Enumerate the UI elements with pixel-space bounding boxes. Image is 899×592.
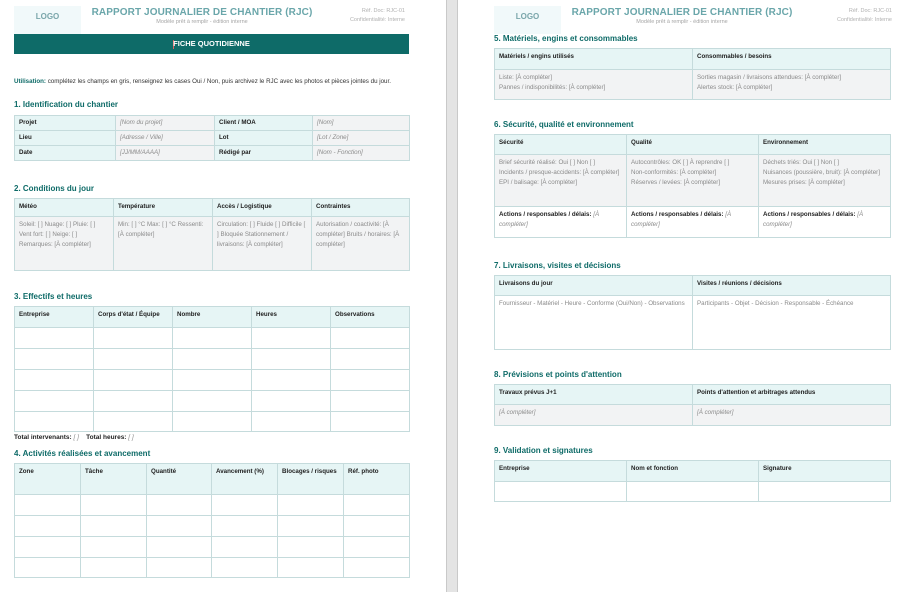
section-title-effectifs: 3. Effectifs et heures [14, 292, 93, 301]
table-row [495, 405, 891, 426]
workforce-totals: Total intervenants: [ ] Total heures: [ ] [14, 434, 134, 441]
total-intervenants-field[interactable]: [ ] [73, 434, 79, 441]
empty-cell[interactable] [173, 349, 252, 370]
table-header-row [495, 385, 891, 405]
empty-cell[interactable] [331, 349, 410, 370]
name-function-field[interactable] [627, 482, 759, 502]
table-row [15, 516, 410, 537]
table-header-row [495, 49, 891, 70]
empty-cell[interactable] [81, 537, 147, 558]
column-header: Visites / réunions / décisions [693, 276, 891, 296]
table-header-row [15, 464, 410, 495]
empty-cell[interactable] [173, 412, 252, 432]
table-row [495, 482, 891, 502]
table-row [15, 328, 410, 349]
table-header-row [15, 307, 410, 328]
column-header: Zone [15, 464, 81, 495]
empty-cell[interactable] [15, 495, 81, 516]
column-header: Blocages / risques [278, 464, 344, 495]
page-header [14, 4, 409, 34]
empty-cell[interactable] [252, 349, 331, 370]
safety-cell[interactable]: Brief sécurité réalisé: Oui [ ] Non [ ] Incidents / presque-accidents: [À compléter] EPI / balisage: [À compléter] [495, 155, 627, 207]
document-subtitle: Modèle prêt à remplir - édition interne [636, 19, 728, 25]
company-signature-field[interactable] [495, 482, 627, 502]
signature-field[interactable] [759, 482, 891, 502]
empty-cell[interactable] [15, 412, 94, 432]
constraints-cell[interactable]: Autorisation / coactivité: [À compléter] Bruits / horaires: [À compléter] [312, 217, 410, 271]
lot-field[interactable]: [Lot / Zone] [313, 131, 410, 146]
section-title-activites: 4. Activités réalisées et avancement [14, 449, 151, 458]
empty-cell[interactable] [331, 391, 410, 412]
empty-cell[interactable] [212, 516, 278, 537]
empty-cell[interactable] [15, 328, 94, 349]
banner-fiche-quotidienne[interactable]: FICHE QUOTIDIENNE [14, 34, 409, 54]
column-header: Entreprise [15, 307, 94, 328]
column-header: Nombre [173, 307, 252, 328]
table-row [15, 412, 410, 432]
column-header: Consommables / besoins [693, 49, 891, 70]
section-title-validation: 9. Validation et signatures [494, 446, 593, 455]
doc-reference: Réf. Doc: RJC-01 [361, 8, 405, 14]
column-header: Corps d'état / Équipe [94, 307, 173, 328]
client-field[interactable]: [Nom] [313, 116, 410, 131]
label-cell: Lot [215, 131, 313, 146]
empty-cell[interactable] [278, 558, 344, 578]
column-header: Observations [331, 307, 410, 328]
empty-cell[interactable] [252, 328, 331, 349]
empty-cell[interactable] [278, 495, 344, 516]
column-header: Tâche [81, 464, 147, 495]
doc-confidentiality: Confidentialité: Interne [349, 17, 405, 23]
empty-cell[interactable] [212, 558, 278, 578]
column-header: Quantité [147, 464, 212, 495]
empty-cell[interactable] [278, 537, 344, 558]
empty-cell[interactable] [15, 391, 94, 412]
visits-cell[interactable]: Participants - Objet - Décision - Responsable - Échéance [693, 296, 891, 350]
empty-cell[interactable] [252, 391, 331, 412]
empty-cell[interactable] [94, 370, 173, 391]
empty-cell[interactable] [15, 349, 94, 370]
safety-quality-env-table [494, 134, 891, 238]
empty-cell[interactable] [331, 370, 410, 391]
column-header: Heures [252, 307, 331, 328]
table-row [15, 495, 410, 516]
environment-cell[interactable]: Déchets triés: Oui [ ] Non [ ] Nuisances (poussière, bruit): [À compléter] Mesures prises: [À compléter] [759, 155, 891, 207]
equipment-table [494, 48, 891, 100]
deliveries-cell[interactable]: Fournisseur - Matériel - Heure - Conforme (Oui/Non) - Observations [495, 296, 693, 350]
column-header: Qualité [627, 135, 759, 155]
temperature-cell[interactable]: Min: [ ] °C Max: [ ] °C Ressenti: [À compléter] [114, 217, 213, 271]
document-title: RAPPORT JOURNALIER DE CHANTIER (RJC) [571, 7, 793, 18]
section-title-materiels: 5. Matériels, engins et consommables [494, 34, 638, 43]
empty-cell[interactable] [94, 349, 173, 370]
label-cell: Projet [15, 116, 116, 131]
label-cell: Date [15, 146, 116, 161]
empty-cell[interactable] [173, 328, 252, 349]
empty-cell[interactable] [331, 412, 410, 432]
empty-cell[interactable] [15, 370, 94, 391]
empty-cell[interactable] [173, 391, 252, 412]
empty-cell[interactable] [252, 412, 331, 432]
activities-table [14, 463, 410, 578]
identification-table [14, 115, 410, 161]
doc-reference: Réf. Doc: RJC-01 [848, 8, 892, 14]
access-cell[interactable]: Circulation: [ ] Fluide [ ] Difficile [ ] Bloquée Stationnement / livraisons: [À compléter] [213, 217, 312, 271]
empty-cell[interactable] [212, 537, 278, 558]
empty-cell[interactable] [147, 537, 212, 558]
column-header: Environnement [759, 135, 891, 155]
empty-cell[interactable] [81, 516, 147, 537]
empty-cell[interactable] [147, 495, 212, 516]
logo-placeholder: LOGO [494, 6, 561, 34]
page-gutter [446, 0, 458, 592]
project-name-field[interactable]: [Nom du projet] [116, 116, 215, 131]
table-header-row [15, 199, 410, 217]
empty-cell[interactable] [15, 516, 81, 537]
section-title-conditions: 2. Conditions du jour [14, 184, 94, 193]
column-header: Température [114, 199, 213, 217]
attention-points-field[interactable]: [À compléter] [693, 405, 891, 426]
column-header: Sécurité [495, 135, 627, 155]
table-header-row [495, 135, 891, 155]
empty-cell[interactable] [147, 558, 212, 578]
column-header: Accès / Logistique [213, 199, 312, 217]
table-row [15, 537, 410, 558]
date-field[interactable]: [JJ/MM/AAAA] [116, 146, 215, 161]
empty-cell[interactable] [94, 412, 173, 432]
empty-cell[interactable] [344, 537, 410, 558]
equipment-cell[interactable]: Liste: [À compléter] Pannes / indisponibilités: [À compléter] [495, 70, 693, 100]
table-row [15, 558, 410, 578]
quality-actions-cell[interactable]: Actions / responsables / délais: [À compléter] [627, 207, 759, 238]
table-row [15, 116, 410, 131]
column-header: Météo [15, 199, 114, 217]
deliveries-table [494, 275, 891, 350]
table-row [495, 296, 891, 350]
table-row [495, 70, 891, 100]
total-heures-field[interactable]: [ ] [128, 434, 134, 441]
location-field[interactable]: [Adresse / Ville] [116, 131, 215, 146]
empty-cell[interactable] [278, 516, 344, 537]
column-header: Avancement (%) [212, 464, 278, 495]
column-header: Travaux prévus J+1 [495, 385, 693, 405]
empty-cell[interactable] [252, 370, 331, 391]
column-header: Entreprise [495, 461, 627, 482]
label-cell: Lieu [15, 131, 116, 146]
table-row [15, 349, 410, 370]
table-row [15, 131, 410, 146]
empty-cell[interactable] [344, 516, 410, 537]
empty-cell[interactable] [147, 516, 212, 537]
empty-cell[interactable] [94, 328, 173, 349]
label-cell: Client / MOA [215, 116, 313, 131]
column-header: Points d'attention et arbitrages attendus [693, 385, 891, 405]
signatures-table [494, 460, 891, 502]
conditions-table [14, 198, 410, 271]
quality-cell[interactable]: Autocontrôles: OK [ ] À reprendre [ ] Non-conformités: [À compléter] Réserves / levées: [À compléter] [627, 155, 759, 207]
empty-cell[interactable] [15, 558, 81, 578]
table-row [15, 370, 410, 391]
weather-cell[interactable]: Soleil: [ ] Nuage: [ ] Pluie: [ ] Vent fort: [ ] Neige: [ ] Remarques: [À compléter] [15, 217, 114, 271]
table-header-row [495, 276, 891, 296]
table-row [495, 155, 891, 207]
page-1 [0, 0, 446, 592]
document-subtitle: Modèle prêt à remplir - édition interne [156, 19, 248, 25]
environment-actions-cell[interactable]: Actions / responsables / délais: [À compléter] [759, 207, 891, 238]
page-2 [458, 0, 899, 592]
table-row [15, 391, 410, 412]
logo-placeholder: LOGO [14, 6, 81, 34]
column-header: Signature [759, 461, 891, 482]
consumables-cell[interactable]: Sorties magasin / livraisons attendues: [À compléter] Alertes stock: [À compléter] [693, 70, 891, 100]
table-header-row [495, 461, 891, 482]
forecast-table [494, 384, 891, 426]
document-title: RAPPORT JOURNALIER DE CHANTIER (RJC) [91, 7, 313, 18]
empty-cell[interactable] [344, 495, 410, 516]
section-title-livraisons: 7. Livraisons, visites et décisions [494, 261, 621, 270]
section-title-identification: 1. Identification du chantier [14, 100, 119, 109]
column-header: Livraisons du jour [495, 276, 693, 296]
empty-cell[interactable] [94, 391, 173, 412]
workforce-table [14, 306, 410, 432]
column-header: Matériels / engins utilisés [495, 49, 693, 70]
empty-cell[interactable] [81, 495, 147, 516]
next-day-works-field[interactable]: [À compléter] [495, 405, 693, 426]
doc-confidentiality: Confidentialité: Interne [836, 17, 892, 23]
column-header: Réf. photo [344, 464, 410, 495]
column-header: Nom et fonction [627, 461, 759, 482]
author-field[interactable]: [Nom - Fonction] [313, 146, 410, 161]
usage-instructions: Utilisation: complétez les champs en gris, renseignez les cases Oui / Non, puis archivez le RJC avec les photos et pièces jointes du jour. [14, 78, 391, 85]
table-row [495, 207, 891, 238]
empty-cell[interactable] [15, 537, 81, 558]
page-header [494, 4, 892, 34]
empty-cell[interactable] [173, 370, 252, 391]
safety-actions-cell[interactable]: Actions / responsables / délais: [À compléter] [495, 207, 627, 238]
column-header: Contraintes [312, 199, 410, 217]
empty-cell[interactable] [212, 495, 278, 516]
empty-cell[interactable] [344, 558, 410, 578]
table-row [15, 146, 410, 161]
table-row [15, 217, 410, 271]
section-title-previsions: 8. Prévisions et points d'attention [494, 370, 622, 379]
empty-cell[interactable] [81, 558, 147, 578]
section-title-securite: 6. Sécurité, qualité et environnement [494, 120, 634, 129]
empty-cell[interactable] [331, 328, 410, 349]
label-cell: Rédigé par [215, 146, 313, 161]
